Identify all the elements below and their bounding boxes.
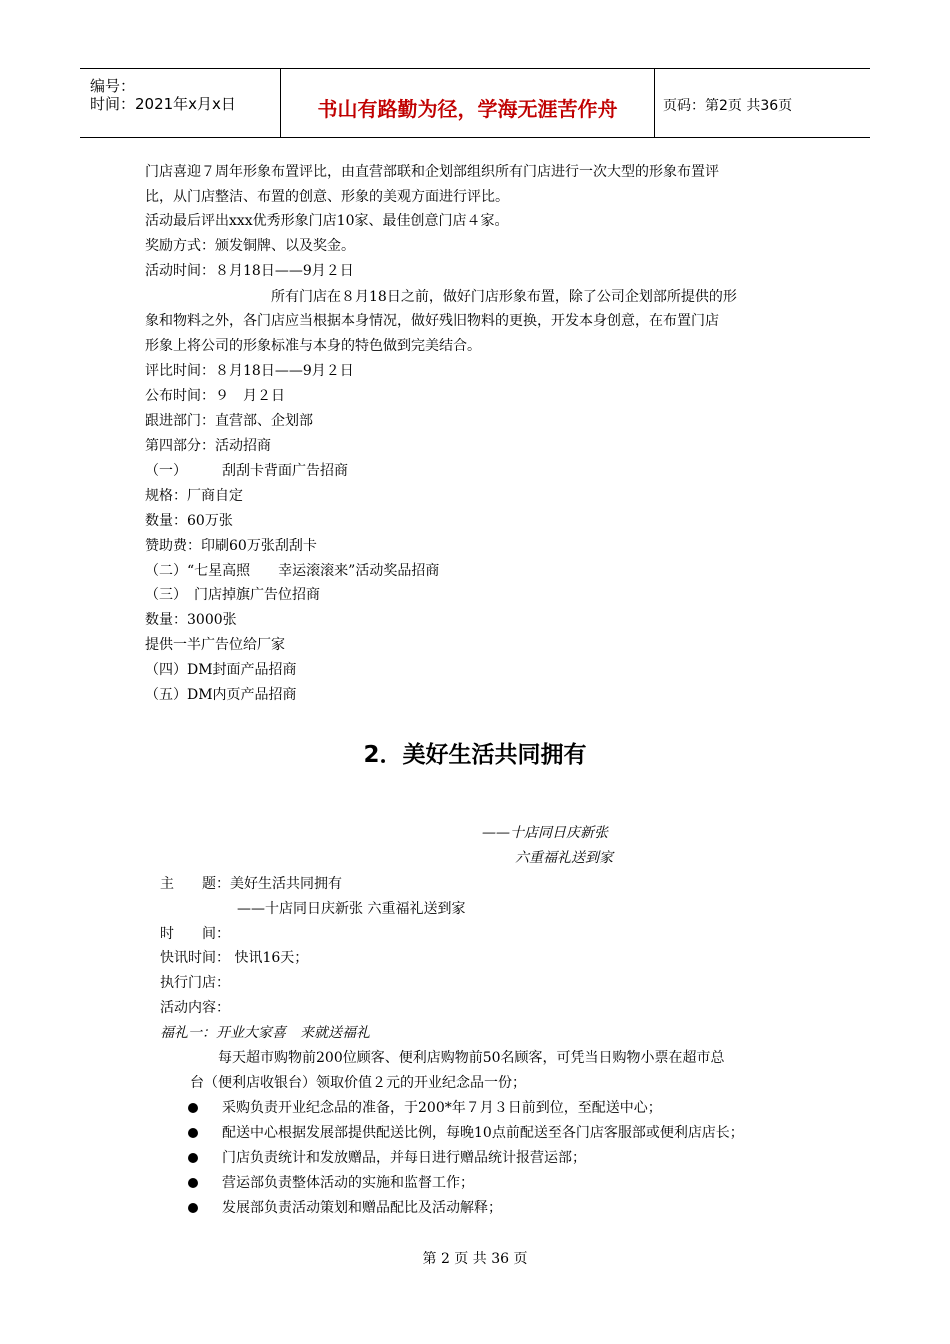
list-item: 发展部负责活动策划和赠品配比及活动解释； [222,1200,502,1216]
document-number: 编号： [90,77,136,95]
body-line: 活动最后评出xxx优秀形象门店10家、最佳创意门店４家。 [145,213,509,229]
bullet-icon [188,1178,198,1188]
detail-line: 活动内容： [160,1000,230,1016]
detail-line: 快讯时间： 快讯16天； [160,950,309,966]
bullet-icon [188,1153,198,1163]
body-line: （二）“七星高照 幸运滚滚来”活动奖品招商 [145,563,440,579]
body-line: 赞助费：印刷60万张刮刮卡 [145,538,317,554]
section-subtitle: ——十店同日庆新张 [482,825,608,841]
header-right-cell [655,69,870,137]
body-line: （三） 门店掉旗广告位招商 [145,587,320,603]
page-footer: 第 2 页 共 36 页 [422,1251,528,1267]
body-line: 规格：厂商自定 [145,488,243,504]
list-item: 营运部负责整体活动的实施和监督工作； [222,1175,474,1191]
bullet-icon [188,1103,198,1113]
bullet-icon [188,1128,198,1138]
list-item: 采购负责开业纪念品的准备，于200*年７月３日前到位，至配送中心； [222,1100,662,1116]
body-line: 评比时间：８月18日——9月２日 [145,363,354,379]
section-title: 2．美好生活共同拥有 [363,742,587,768]
gift-title: 福礼一：开业大家喜 来就送福礼 [160,1025,370,1041]
body-line: 奖励方式：颁发铜牌、以及奖金。 [145,238,355,254]
body-line: 数量：60万张 [145,513,233,529]
body-line: 数量：3000张 [145,612,237,628]
header-motto: 书山有路勤为径，学海无涯苦作舟 [317,97,618,121]
body-line: （一） 刮刮卡背面广告招商 [145,463,348,479]
body-line: 提供一半广告位给厂家 [145,637,285,653]
body-line: 比，从门店整洁、布置的创意、形象的美观方面进行评比。 [145,189,509,205]
section-subtitle: 六重福礼送到家 [515,850,613,866]
document-date: 时间：2021年x月x日 [90,95,236,113]
body-line: 跟进部门：直营部、企划部 [145,413,313,429]
body-line: 公布时间：９ 月２日 [145,388,285,404]
paragraph-line: 每天超市购物前200位顾客、便利店购物前50名顾客，可凭当日购物小票在超市总 [218,1050,725,1066]
paragraph-line: 台（便利店收银台）领取价值２元的开业纪念品一份； [190,1075,526,1091]
body-line: 象和物料之外，各门店应当根据本身情况，做好残旧物料的更换，开发本身创意，在布置门店 [145,313,719,329]
detail-line: ——十店同日庆新张 六重福礼送到家 [237,901,466,917]
detail-line: 执行门店： [160,975,230,991]
header-left-cell [80,69,281,137]
detail-line: 时 间： [160,926,230,942]
list-item: 配送中心根据发展部提供配送比例，每晚10点前配送至各门店客服部或便利店店长； [222,1125,744,1141]
header-center-cell [281,69,655,137]
body-line: 活动时间：８月18日——9月２日 [145,263,354,279]
body-line: 第四部分：活动招商 [145,438,271,454]
list-item: 门店负责统计和发放赠品，并每日进行赠品统计报营运部； [222,1150,586,1166]
body-line: 所有门店在８月18日之前，做好门店形象布置，除了公司企划部所提供的形 [271,289,737,305]
bullet-icon [188,1203,198,1213]
body-line: （四）DM封面产品招商 [145,662,297,678]
body-line: （五）DM内页产品招商 [145,687,297,703]
body-line: 形象上将公司的形象标准与本身的特色做到完美结合。 [145,338,481,354]
header-page-info: 页码：第2页 共36页 [663,98,793,114]
body-line: 门店喜迎７周年形象布置评比，由直营部联和企划部组织所有门店进行一次大型的形象布置评 [145,164,719,180]
detail-line: 主 题：美好生活共同拥有 [160,876,342,892]
page-header [80,68,870,138]
